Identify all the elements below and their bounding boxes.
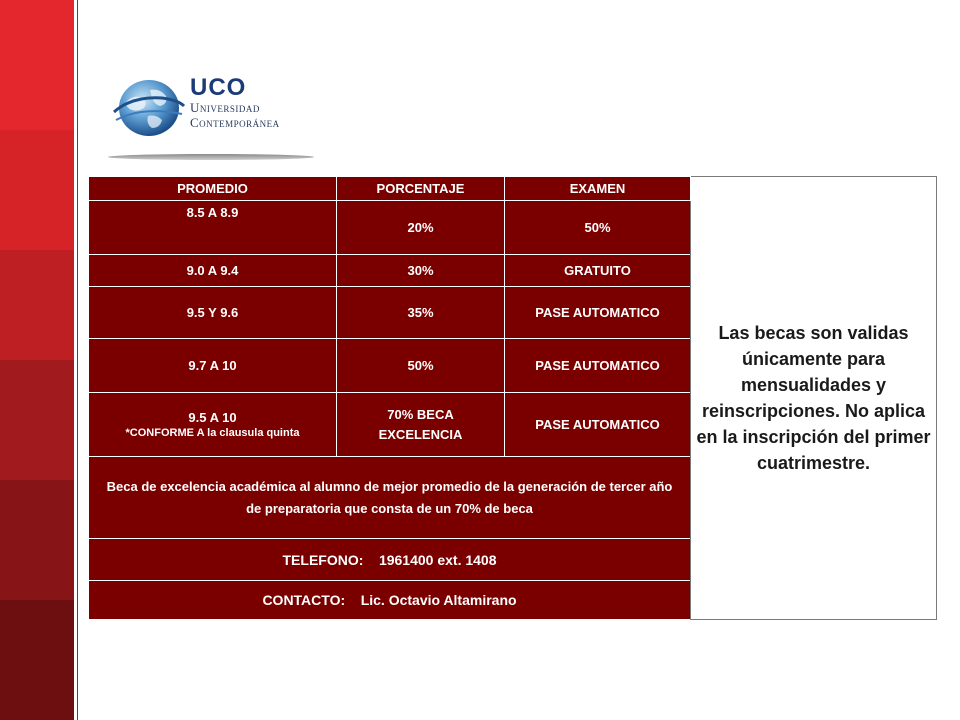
- strip-band: [0, 360, 74, 480]
- logo-underline: [108, 154, 314, 160]
- divider-line: [77, 0, 78, 720]
- strip-band: [0, 0, 74, 130]
- strip-band: [0, 600, 74, 720]
- header-porcentaje: PORCENTAJE: [337, 177, 505, 201]
- cell-porcentaje: 50%: [337, 339, 505, 393]
- table-header-row: [89, 177, 937, 201]
- cell-porcentaje: [337, 393, 505, 457]
- cell-promedio: 9.5 Y 9.6: [89, 287, 337, 339]
- becas-table: [88, 176, 937, 620]
- cell-promedio-note: *CONFORME A la clausula quinta: [125, 426, 300, 439]
- strip-band: [0, 130, 74, 250]
- strip-band: [0, 250, 74, 360]
- side-note: [691, 177, 937, 620]
- cell-examen: 50%: [505, 201, 691, 255]
- cell-examen: PASE AUTOMATICO: [505, 287, 691, 339]
- cell-porcentaje-value: 70% BECA EXCELENCIA: [378, 406, 463, 442]
- logo-line-1: Universidad: [190, 100, 260, 115]
- logo-acronym: UCO: [190, 74, 247, 101]
- university-logo: [108, 70, 318, 160]
- cell-porcentaje: 20%: [337, 201, 505, 255]
- cell-promedio: 9.7 A 10: [89, 339, 337, 393]
- logo-text: [190, 76, 280, 130]
- cell-examen: PASE AUTOMATICO: [505, 393, 691, 457]
- header-examen: EXAMEN: [505, 177, 691, 201]
- excellence-note: Beca de excelencia académica al alumno de mejor promedio de la generación de tercer año de preparatoria que consta de un 70% de beca: [89, 457, 691, 539]
- cell-promedio: 8.5 A 8.9: [89, 201, 337, 255]
- strip-band: [0, 480, 74, 600]
- logo-line-2: Contemporánea: [190, 115, 280, 130]
- globe-icon: [112, 76, 186, 140]
- cell-examen: PASE AUTOMATICO: [505, 339, 691, 393]
- side-note-text: Las becas son validas únicamente para mensualidades y reinscripciones. No aplica en la inscripción del primer cuatrimestre.: [696, 323, 931, 473]
- cell-porcentaje: 35%: [337, 287, 505, 339]
- header-promedio: PROMEDIO: [89, 177, 337, 201]
- cell-promedio: 9.0 A 9.4: [89, 255, 337, 287]
- left-decorative-strip: [0, 0, 74, 720]
- cell-promedio-value: 9.5 A 10: [188, 409, 237, 425]
- cell-porcentaje: 30%: [337, 255, 505, 287]
- contacto-text: CONTACTO: Lic. Octavio Altamirano: [89, 581, 691, 620]
- cell-promedio: [89, 393, 337, 457]
- cell-examen: GRATUITO: [505, 255, 691, 287]
- telefono-text: TELEFONO: 1961400 ext. 1408: [89, 539, 691, 581]
